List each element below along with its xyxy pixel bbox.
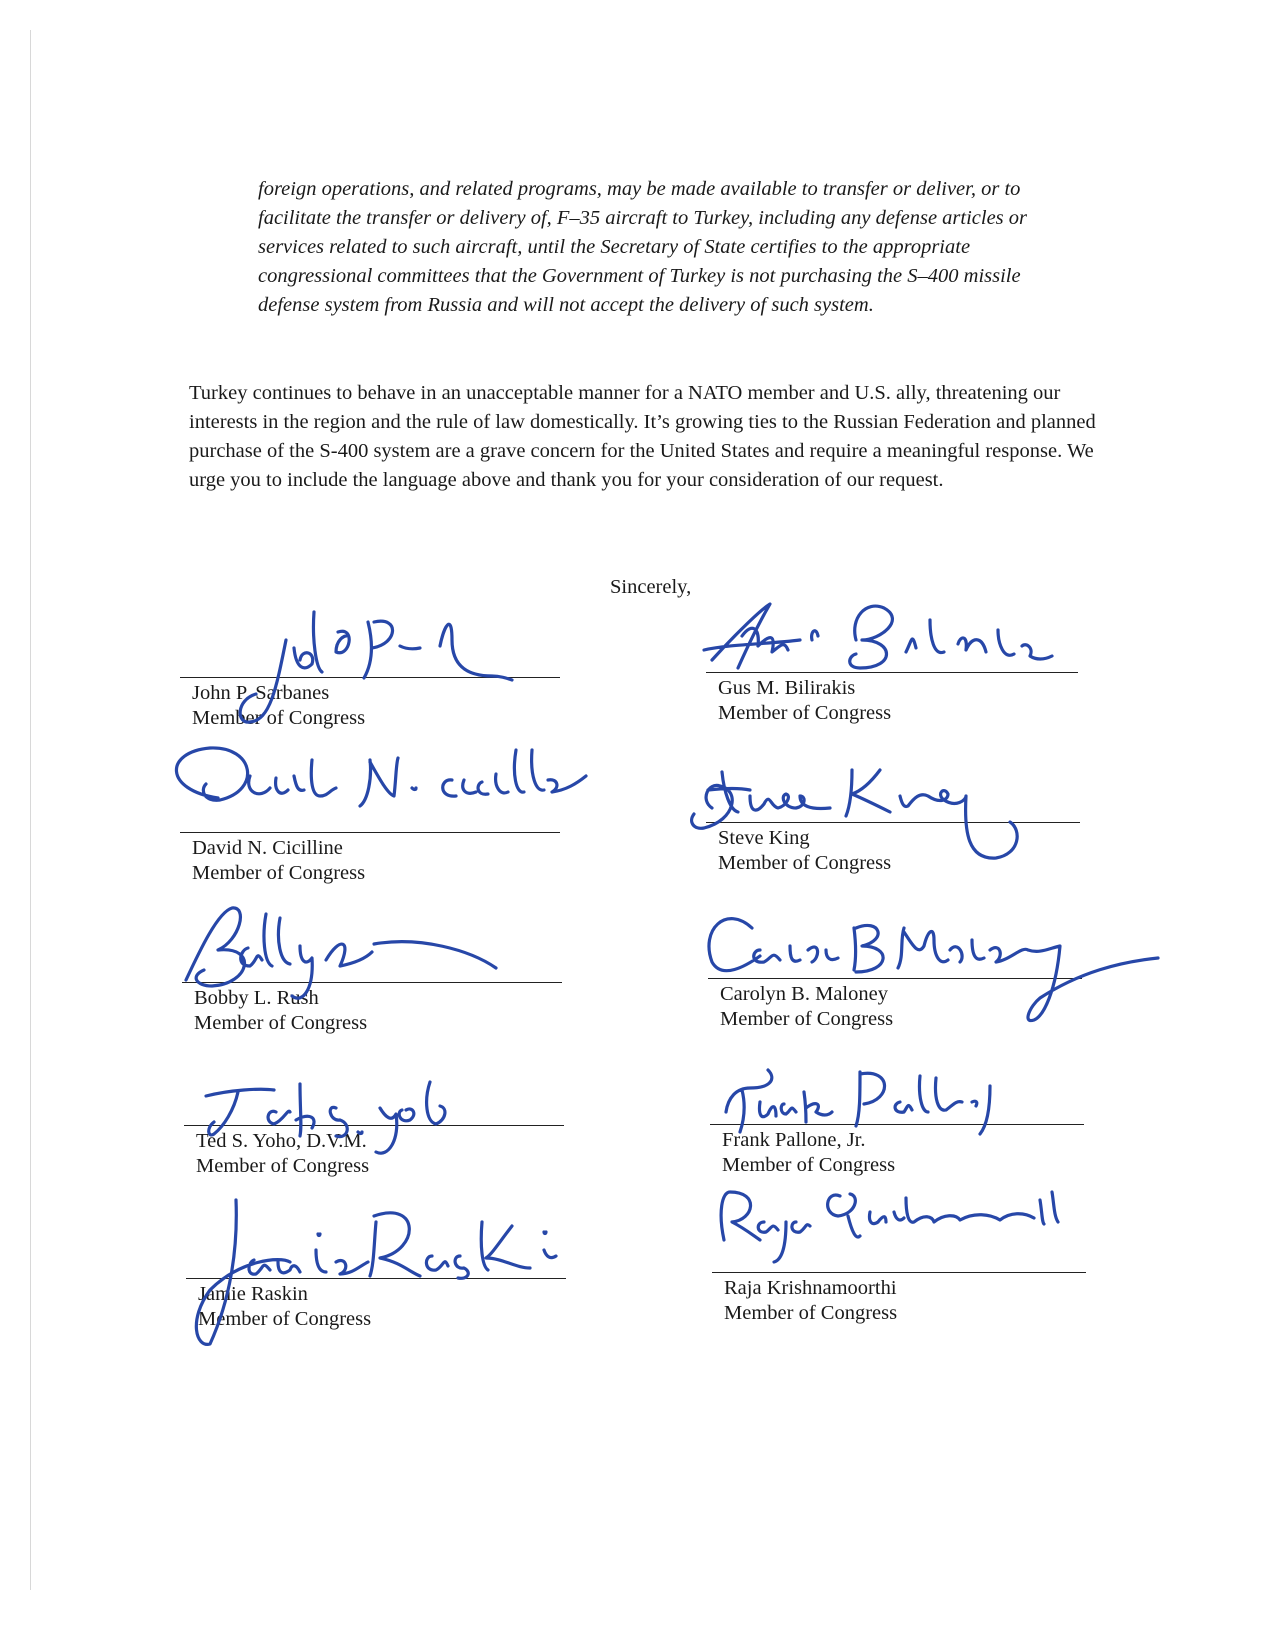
signatory-name: John P. Sarbanes (192, 682, 330, 704)
signatory-title: Member of Congress (718, 702, 892, 724)
ink-signature-cicilline (176, 748, 586, 806)
signatory-name: Raja Krishnamoorthi (724, 1277, 897, 1299)
signatory-title: Member of Congress (192, 707, 366, 729)
signatory-title: Member of Congress (194, 1012, 368, 1034)
signatory-title: Member of Congress (192, 862, 366, 884)
ink-signature-sarbanes (240, 612, 512, 722)
signatory-title: Member of Congress (720, 1008, 894, 1030)
body-paragraph: Turkey continues to behave in an unacceptable manner for a NATO member and U.S. ally, threatening our interests in the region and the rule of law domestically. It’s growing ties to the Russian Federation and planned purchase of the S-400 system are a grave concern for the United States and require a meaningful response. We urge you to include the language above and thank you for your consideration of our request. (189, 382, 1096, 491)
signatory-title: Member of Congress (722, 1154, 896, 1176)
signatory-name: Bobby L. Rush (194, 987, 319, 1009)
ink-signature-krishnamoorthi (721, 1192, 1058, 1262)
signatory-name: Ted S. Yoho, D.V.M. (196, 1130, 367, 1152)
signatory-name: Gus M. Bilirakis (718, 677, 856, 699)
signatory-title: Member of Congress (718, 852, 892, 874)
signatory-name: Frank Pallone, Jr. (722, 1129, 866, 1151)
ink-signature-pallone (726, 1070, 990, 1134)
ink-signature-maloney (709, 919, 1158, 1021)
ink-signature-yoho (206, 1082, 445, 1153)
ink-signature-bilirakis (704, 604, 1052, 668)
signatory-title: Member of Congress (196, 1155, 370, 1177)
ink-signature-raskin (196, 1200, 556, 1344)
signatory-title: Member of Congress (724, 1302, 898, 1324)
signatory-name: Carolyn B. Maloney (720, 983, 888, 1005)
ink-signature-king (692, 770, 1018, 858)
signatory-title: Member of Congress (198, 1308, 372, 1330)
signatory-name: David N. Cicilline (192, 837, 343, 859)
closing: Sincerely, (610, 576, 692, 598)
signatory-name: Steve King (718, 827, 810, 849)
ink-signature-rush (186, 908, 496, 998)
signatory-name: Jamie Raskin (198, 1283, 308, 1305)
quoted-legislative-text: foreign operations, and related programs, may be made available to transfer or deliver, or to facilitate the transfer or delivery of, F–35 aircraft to Turkey, including any defense articles or services related to such aircraft, until the Secretary of State certifies to the appropriate congressional committees that the Government of Turkey is not purchasing the S–400 missile defense system from Russia and will not accept the delivery of such system. (258, 178, 1028, 316)
